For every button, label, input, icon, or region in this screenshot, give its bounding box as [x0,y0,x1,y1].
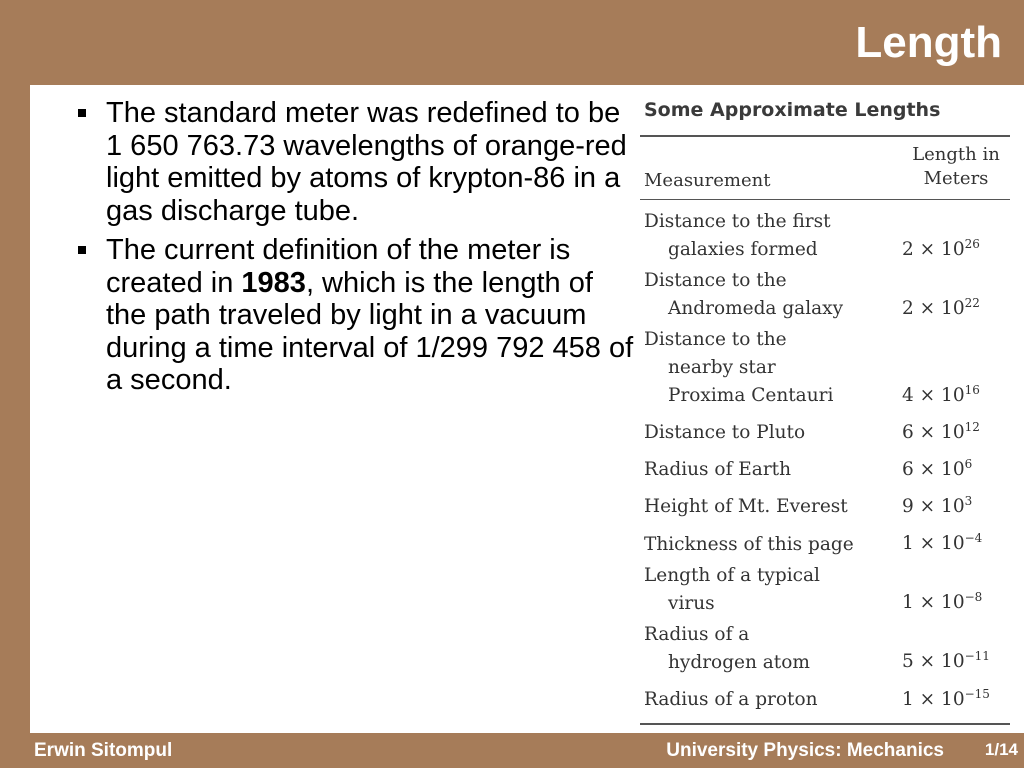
measurement-line: Proxima Centauri [668,385,834,406]
measurement-cell [644,686,818,714]
length-cell [902,642,1008,676]
length-exponent: 16 [964,382,980,397]
measurement-line: Length of a typical [644,564,820,586]
length-cell [902,413,1008,447]
length-cell [902,487,1008,521]
measurement-line: hydrogen atom [668,651,810,673]
length-exponent: −11 [964,649,990,664]
length-cell [902,583,1008,617]
times-sign: × 10 [913,688,965,710]
table-title: Some Approximate Lengths [644,99,941,121]
page-number: 1/14 [984,740,1018,759]
length-exponent: 3 [964,494,973,509]
length-mantissa: 1 [902,688,914,710]
times-sign: × 10 [913,651,965,673]
slide-title: Length [855,18,1002,67]
times-sign: × 10 [913,239,965,260]
length-mantissa: 5 [902,651,914,673]
length-exponent: 26 [964,236,980,251]
measurement-line: Distance to the [644,329,787,350]
length-exponent: 22 [964,295,980,310]
slide-content [30,85,1024,733]
measurement-cell [644,326,833,410]
footer-author: Erwin Sitompul [34,740,173,761]
bullet-item [76,97,636,227]
length-cell [902,450,1008,484]
length-mantissa: 2 [902,239,914,260]
table-row [640,267,1010,323]
length-exponent: −4 [964,531,983,546]
measurement-cell [644,562,820,618]
length-mantissa: 1 [902,592,914,614]
times-sign: × 10 [913,422,965,444]
times-sign: × 10 [913,459,965,481]
header-measurement: Measurement [644,170,771,191]
length-cell [902,680,1008,714]
length-cell [902,376,1008,410]
measurement-line: Radius of Earth [644,459,792,481]
measurement-cell [644,621,810,677]
times-sign: × 10 [913,592,965,614]
table-bottom-rule [640,723,1010,725]
measurement-line: Height of Mt. Everest [644,496,848,518]
bullet-list [76,97,636,404]
measurement-line: Distance to the [644,270,787,291]
table-row [640,680,1010,714]
length-mantissa: 6 [902,422,914,444]
measurement-line: Distance to the first [644,211,831,232]
measurement-cell [644,419,805,447]
table-row [640,450,1010,484]
length-cell [902,524,1008,558]
table-row [640,524,1010,558]
length-mantissa: 4 [902,385,914,406]
length-mantissa: 1 [902,533,914,555]
length-mantissa: 2 [902,298,914,319]
table-body [640,200,1010,723]
length-mantissa: 9 [902,496,914,518]
measurement-cell [644,456,791,484]
table-row [640,562,1010,618]
measurement-line: galaxies formed [668,239,818,260]
measurement-line: nearby star [668,357,776,378]
length-mantissa: 6 [902,459,914,481]
length-exponent: 6 [964,457,973,472]
length-cell [902,230,1008,264]
footer-course: University Physics: Mechanics [666,740,944,761]
square-bullet-icon [78,246,86,254]
header-length: Length in Meters [912,144,1000,189]
table-row [640,487,1010,521]
length-exponent: 12 [964,420,980,434]
measurement-line: Andromeda galaxy [668,298,844,319]
measurement-line: Distance to Pluto [644,422,806,444]
measurement-line: Radius of a proton [644,688,818,710]
approximate-lengths-table [640,95,1010,725]
measurement-cell [644,531,854,559]
measurement-cell [644,493,848,521]
table-row [640,413,1010,447]
measurement-cell [644,267,843,323]
measurement-line: Radius of a [644,623,750,645]
table-header [640,137,1010,199]
measurement-cell [644,208,831,264]
length-exponent: −15 [964,686,990,701]
table-row [640,326,1010,410]
bullet-text: The standard meter was redefined to be 1 650 763.73 wavelengths of orange-red light emitted by atoms of krypton-86 in a gas discharge tube. [106,97,627,227]
bullet-item [76,234,636,397]
table-row [640,208,1010,264]
bullet-text-pre: The current definition of the meter is created in [106,234,571,299]
measurement-line: Thickness of this page [644,533,854,555]
table-row [640,621,1010,677]
length-exponent: −8 [964,590,983,605]
bullet-text-post: , which is the length of the path traveled by light in a vacuum during a time interval of 1/299 792 458 of a second. [106,266,634,396]
square-bullet-icon [78,109,86,117]
times-sign: × 10 [913,385,965,406]
times-sign: × 10 [913,298,965,319]
bullet-text-bold: 1983 [241,266,306,299]
length-cell [902,289,1008,323]
times-sign: × 10 [913,496,965,518]
measurement-line: virus [668,592,715,614]
times-sign: × 10 [913,533,965,555]
